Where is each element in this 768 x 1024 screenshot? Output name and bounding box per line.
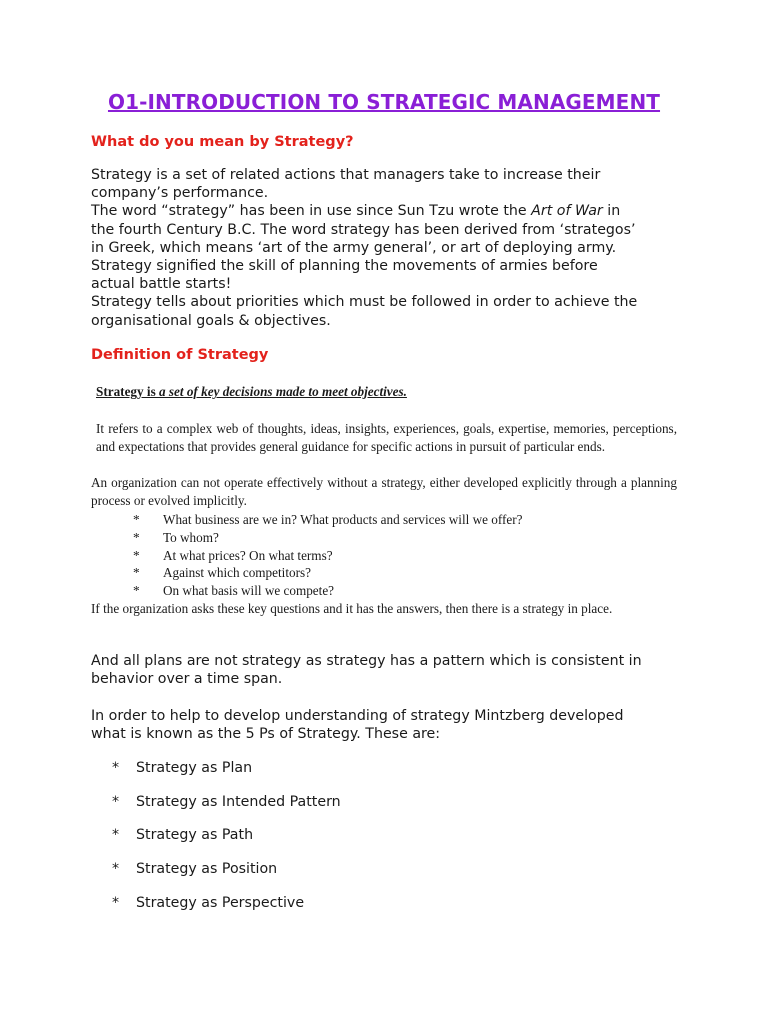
plans-vs-strategy-paragraph [91, 652, 691, 688]
text-line: organisational goals & objectives. [91, 312, 331, 329]
question-text: What business are we in? What products and services will we offer? [163, 512, 523, 527]
book-title-art-of-war: Art of War [531, 203, 603, 220]
text-run: The word “strategy” has been in use since Sun Tzu wrote the [91, 203, 532, 220]
definition-paragraph-2 [91, 474, 677, 509]
mintzberg-paragraph [91, 707, 691, 743]
definition-italic: a set of key decisions made to meet objectives. [159, 384, 407, 399]
question-text: To whom? [163, 529, 219, 545]
text-line: company’s performance. [91, 185, 269, 202]
definition-paragraph-3 [91, 600, 677, 618]
question-text: On what basis will we compete? [163, 583, 335, 599]
list-item [133, 564, 522, 582]
question-text: Against which competitors? [163, 565, 311, 581]
bullet-symbol: * [133, 547, 140, 563]
text-run: in [602, 203, 621, 220]
five-ps-item: Strategy as Perspective [136, 894, 305, 911]
key-questions-list [133, 511, 522, 600]
text-line: Strategy tells about priorities which must be followed in order to achieve the [91, 294, 638, 311]
section-heading-definition: Definition of Strategy [91, 347, 269, 363]
bullet-symbol: * [133, 565, 140, 581]
five-ps-item: Strategy as Position [136, 861, 278, 878]
list-item [112, 861, 341, 895]
list-item [133, 547, 522, 565]
five-ps-item: Strategy as Intended Pattern [136, 793, 341, 810]
page-title: O1-INTRODUCTION TO STRATEGIC MANAGEMENT [107, 90, 661, 114]
list-item [112, 794, 341, 828]
bullet-symbol: * [112, 861, 120, 878]
text-line: Strategy is a set of related actions that managers take to increase their [91, 167, 601, 183]
list-item [133, 511, 522, 529]
bullet-symbol: * [112, 793, 120, 810]
definition-text: If the organization asks these key questions and it has the answers, then there is a strategy in place. [91, 601, 613, 616]
strategy-definition [96, 384, 407, 400]
definition-text: It refers to a complex web of thoughts, ideas, insights, experiences, goals, expertise, memories, perceptions, and expectations that provides general guidance for specific actions in pursuit of particular ends. [96, 421, 677, 454]
text-line: in Greek, which means ‘art of the army general’, or art of deploying army. [91, 239, 617, 256]
text-line: Strategy signified the skill of planning the movements of armies before [91, 258, 598, 275]
text-line: actual battle starts! [91, 276, 232, 293]
text-line: In order to help to develop understanding of strategy Mintzberg developed [91, 708, 624, 724]
text-line: what is known as the 5 Ps of Strategy. These are: [91, 726, 441, 743]
section-heading-what-is-strategy: What do you mean by Strategy? [91, 134, 354, 150]
bullet-symbol: * [112, 894, 120, 911]
definition-paragraph-1 [91, 420, 677, 455]
text-line: behavior over a time span. [91, 671, 283, 688]
bullet-symbol: * [112, 760, 120, 776]
five-ps-item: Strategy as Plan [136, 760, 253, 776]
definition-prefix: Strategy is [96, 384, 159, 399]
text-line [91, 202, 691, 220]
list-item [112, 827, 341, 861]
text-line: And all plans are not strategy as strategy has a pattern which is consistent in [91, 653, 642, 669]
five-ps-list [112, 760, 341, 928]
five-ps-item: Strategy as Path [136, 827, 254, 844]
list-item [133, 582, 522, 600]
question-text: At what prices? On what terms? [163, 547, 333, 563]
list-item [133, 529, 522, 547]
bullet-symbol: * [112, 827, 120, 844]
bullet-symbol: * [133, 512, 140, 527]
list-item [112, 760, 341, 794]
strategy-intro-paragraph [91, 166, 691, 330]
list-item [112, 895, 341, 929]
bullet-symbol: * [133, 583, 140, 599]
definition-text: An organization can not operate effectively without a strategy, either developed explicitly through a planning process or evolved implicitly. [91, 475, 677, 508]
text-line: the fourth Century B.C. The word strategy has been derived from ‘strategos’ [91, 221, 636, 238]
bullet-symbol: * [133, 529, 140, 545]
